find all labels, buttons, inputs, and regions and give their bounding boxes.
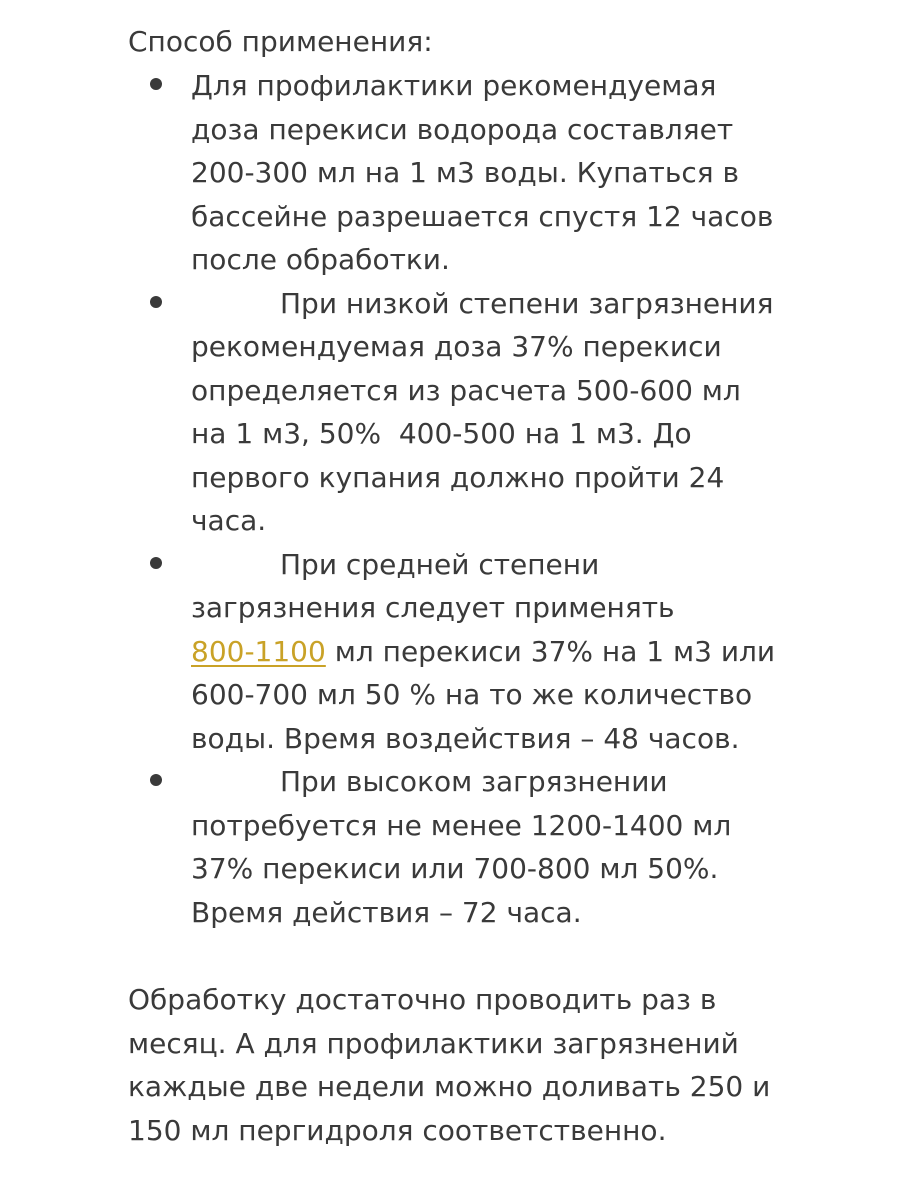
- dose-link[interactable]: 800-1100: [191, 634, 326, 668]
- list-item: [0, 760, 900, 934]
- item-line: [191, 630, 871, 674]
- item-line: Время действия – 72 часа.: [191, 895, 582, 929]
- item-line: 600-700 мл 50 % на то же количество: [191, 678, 753, 711]
- usage-list: [0, 64, 900, 934]
- item-line: При низкой степени загрязнения: [191, 286, 774, 320]
- item-line: воды. Время воздействия – 48 часов.: [191, 721, 740, 755]
- item-line: 200-300 мл на 1 м3 воды. Купаться в: [191, 156, 739, 189]
- list-item: [0, 64, 900, 282]
- item-line: после обработки.: [191, 243, 450, 276]
- bullet-icon: [150, 296, 162, 308]
- item-line: часа.: [191, 504, 267, 537]
- paragraph-line: 150 мл пергидроля соответственно.: [128, 1113, 667, 1147]
- paragraph-line: Обработку достаточно проводить раз в: [128, 983, 717, 1016]
- item-line: рекомендуемая доза 37% перекиси: [191, 330, 722, 363]
- item-line: потребуется не менее 1200-1400 мл: [191, 808, 732, 842]
- item-line: определяется из расчета 500-600 мл: [191, 373, 741, 407]
- paragraph-line: месяц. А для профилактики загрязнений: [128, 1026, 739, 1060]
- list-item: [0, 282, 900, 543]
- bullet-icon: [150, 78, 162, 90]
- item-line-rest: мл перекиси 37% на 1 м3 или: [325, 634, 776, 668]
- item-line: на 1 м3, 50% 400-500 на 1 м3. До: [191, 417, 692, 450]
- bullet-icon: [150, 774, 162, 786]
- item-line: Для профилактики рекомендуемая: [191, 69, 717, 102]
- paragraph-line: каждые две недели можно доливать 250 и: [128, 1070, 771, 1103]
- list-item: [0, 543, 900, 761]
- item-line: первого купания должно пройти 24: [191, 460, 725, 494]
- item-line: доза перекиси водорода составляет: [191, 112, 734, 146]
- item-line: При средней степени: [191, 547, 600, 581]
- bullet-icon: [150, 557, 162, 569]
- item-line: 37% перекиси или 700-800 мл 50%.: [191, 852, 719, 885]
- item-line: бассейне разрешается спустя 12 часов: [191, 199, 774, 233]
- closing-paragraph: [128, 978, 770, 1152]
- section-heading: Способ применения:: [128, 25, 433, 58]
- item-line: загрязнения следует применять: [191, 591, 675, 624]
- item-line: При высоком загрязнении: [191, 765, 668, 798]
